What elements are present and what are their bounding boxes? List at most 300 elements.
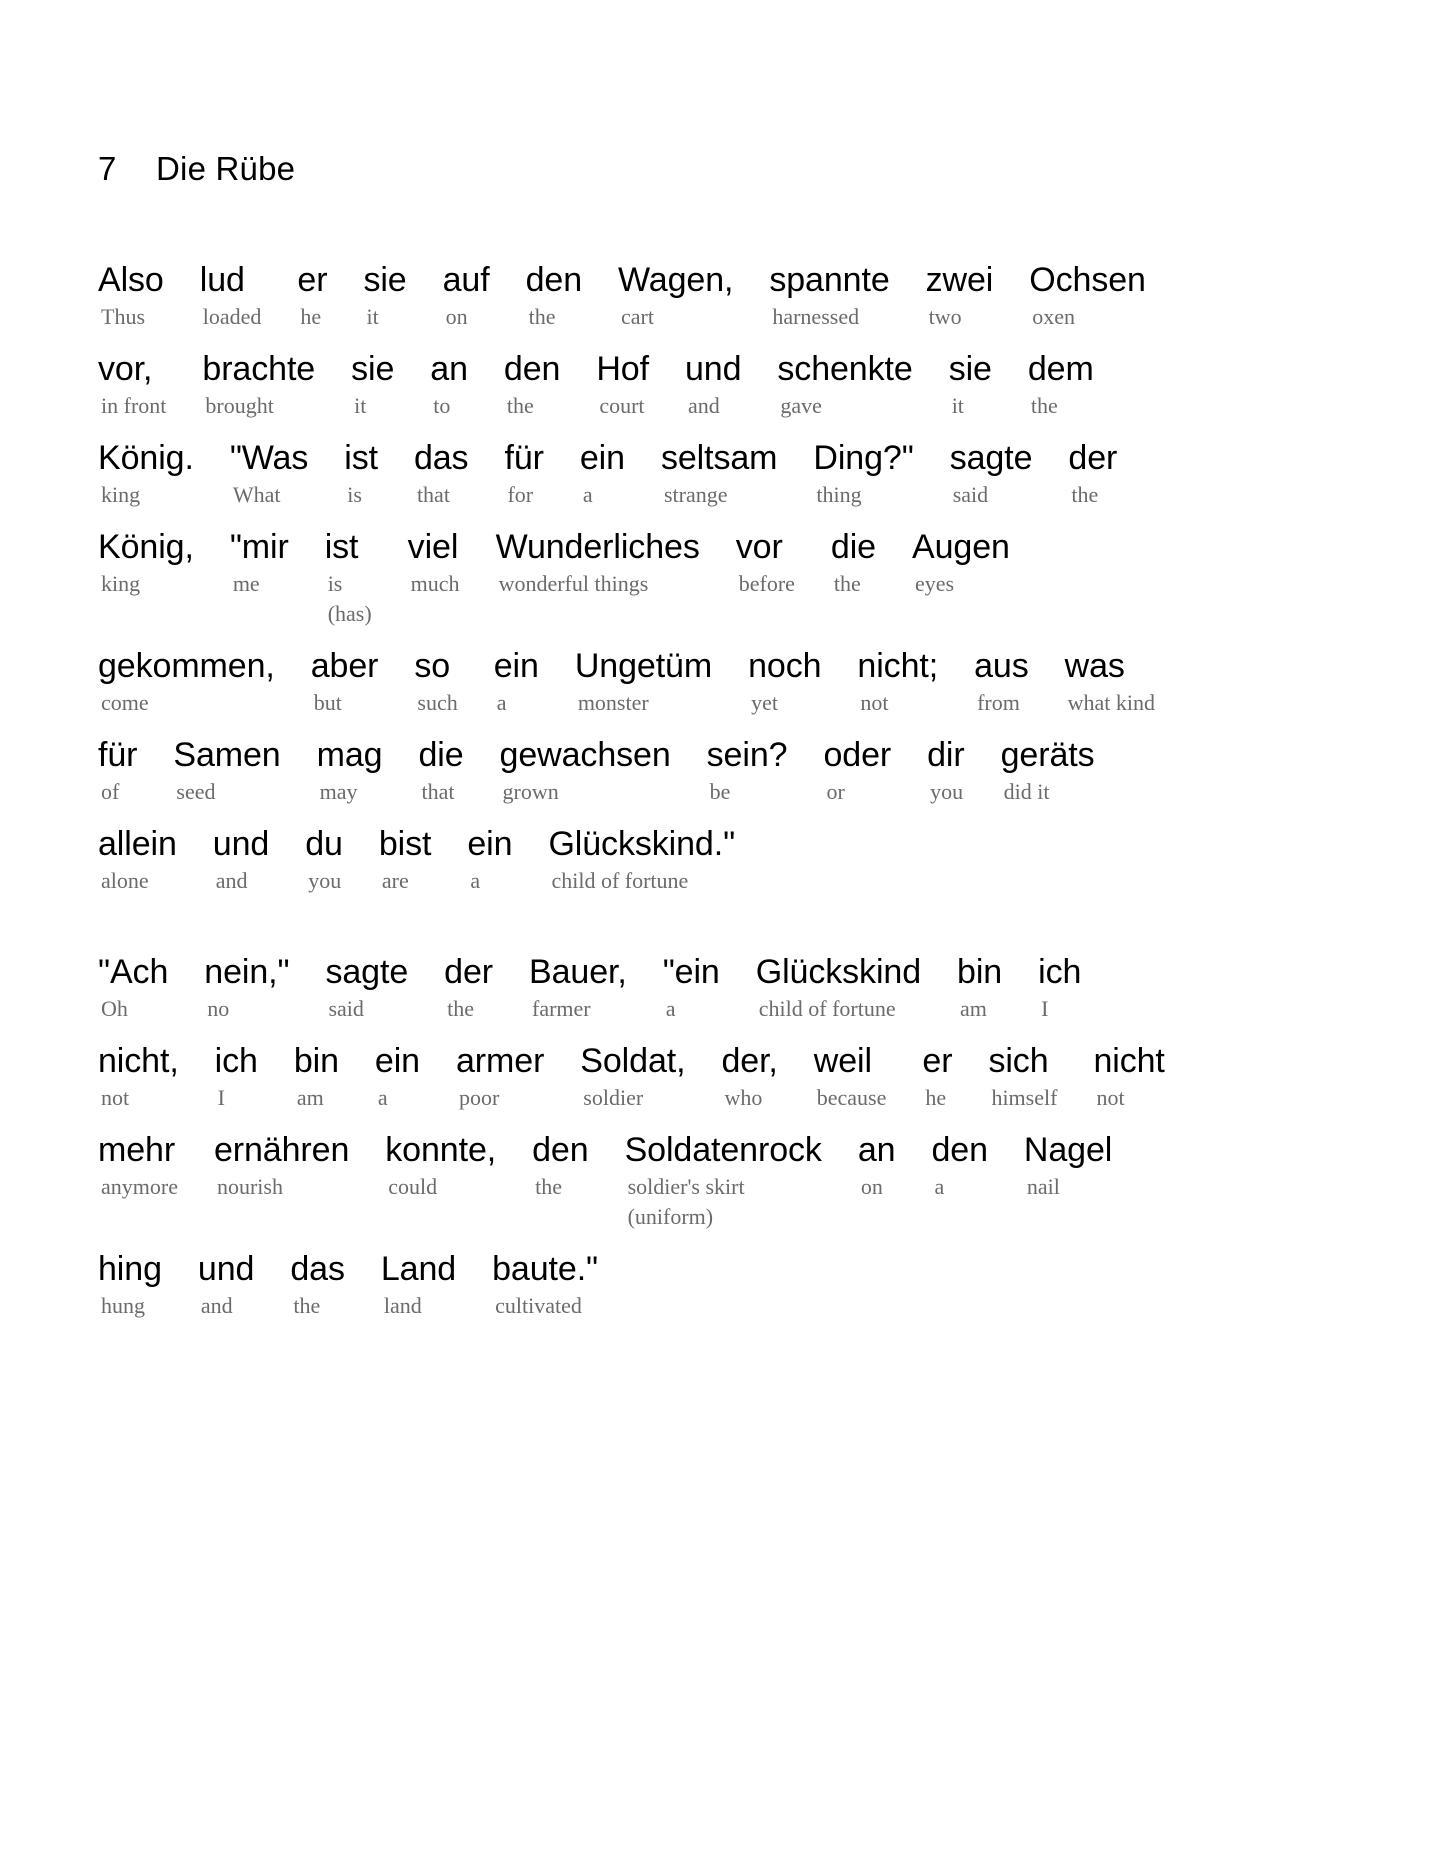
gloss-word: what kind [1067, 690, 1155, 715]
gloss-group [456, 1083, 499, 1113]
word-pair [949, 349, 992, 421]
gloss-word: court [599, 393, 645, 418]
gloss-group [351, 391, 366, 421]
gloss-group [1068, 480, 1098, 510]
gloss-word: I [1041, 996, 1049, 1021]
gloss-word: the [535, 1174, 563, 1199]
gloss-word: anymore [101, 1174, 178, 1199]
word-pair [414, 646, 457, 718]
gloss-group [504, 480, 533, 510]
source-word: Glückskind [755, 953, 922, 991]
source-word: Bauer, [529, 953, 627, 991]
gloss-word: alone [101, 868, 149, 893]
gloss-word: it [366, 304, 379, 329]
source-word: Hof [596, 350, 649, 388]
gloss-group [430, 391, 450, 421]
source-word: vor [735, 528, 783, 566]
gloss-word: is [327, 571, 343, 596]
gloss-group [98, 391, 166, 421]
word-pair [748, 646, 821, 718]
gloss-group [198, 1291, 233, 1321]
word-pair [98, 349, 166, 421]
gloss-word: yet [751, 690, 778, 715]
gloss-word: wonderful things [498, 571, 649, 596]
gloss-word: he [300, 304, 322, 329]
gloss-word: from [977, 690, 1020, 715]
source-word: und [684, 350, 742, 388]
gloss-group [492, 1291, 582, 1321]
gloss-word: before [738, 571, 795, 596]
word-pair [922, 1041, 952, 1113]
source-word: baute." [492, 1250, 599, 1288]
gloss-group [661, 480, 728, 510]
gloss-group [294, 1083, 324, 1113]
source-word: ein [493, 647, 539, 685]
source-word: schenkte [777, 350, 913, 388]
source-word: sie [948, 350, 992, 388]
source-word: bin [957, 953, 1003, 991]
gloss-group [500, 777, 559, 807]
gloss-group [230, 569, 260, 599]
gloss-group [98, 569, 140, 599]
source-word: hing [98, 1250, 162, 1288]
gloss-word: king [101, 482, 141, 507]
source-word: brachte [202, 350, 316, 388]
gloss-group [529, 994, 591, 1024]
gloss-word: not [1096, 1085, 1125, 1110]
gloss-word: cart [621, 304, 654, 329]
interlinear-body [98, 260, 1350, 1321]
gloss-group [494, 688, 507, 718]
gloss-word: he [925, 1085, 947, 1110]
gloss-word: did it [1003, 779, 1050, 804]
gloss-word: What [232, 482, 281, 507]
source-word: "mir [229, 528, 289, 566]
gloss-word: but [313, 690, 342, 715]
gloss-word: am [296, 1085, 324, 1110]
gloss-word: eyes [915, 571, 955, 596]
gloss-word: king [101, 571, 141, 596]
gloss-group [385, 1172, 437, 1202]
word-pair [379, 824, 432, 896]
gloss-word: you [308, 868, 342, 893]
word-pair [500, 735, 671, 807]
word-pair [344, 438, 378, 510]
source-word: armer [456, 1042, 545, 1080]
gloss-group [98, 302, 145, 332]
gloss-word: the [1071, 482, 1099, 507]
interlinear-line [98, 952, 1350, 1024]
gloss-word: it [354, 393, 367, 418]
source-word: und [197, 1250, 255, 1288]
gloss-group [769, 302, 859, 332]
gloss-group [98, 866, 149, 896]
gloss-word: much [410, 571, 460, 596]
source-word: den [525, 261, 583, 299]
source-word: Wunderliches [495, 528, 700, 566]
gloss-group [823, 777, 844, 807]
gloss-group [1001, 777, 1050, 807]
word-pair [200, 260, 262, 332]
source-word: zwei [925, 261, 994, 299]
gloss-group [414, 688, 457, 718]
gloss-group [949, 391, 964, 421]
gloss-word: land [383, 1293, 422, 1318]
gloss-group [173, 777, 215, 807]
source-word: Wagen, [618, 261, 734, 299]
gloss-word: such [417, 690, 458, 715]
source-word: bist [378, 825, 432, 863]
source-word: du [305, 825, 343, 863]
word-pair [926, 260, 994, 332]
source-word: den [503, 350, 561, 388]
gloss-word: harnessed [772, 304, 860, 329]
source-word: Also [98, 261, 164, 299]
word-pair [494, 646, 539, 718]
gloss-word: not [860, 690, 889, 715]
gloss-group [230, 480, 281, 510]
gloss-word: it [951, 393, 964, 418]
word-pair [456, 1041, 544, 1113]
word-pair [98, 1249, 162, 1321]
word-pair [756, 952, 921, 1024]
gloss-group [290, 1291, 320, 1321]
source-word: seltsam [660, 439, 778, 477]
interlinear-line [98, 735, 1350, 807]
gloss-group [98, 1083, 129, 1113]
word-pair [950, 438, 1033, 510]
gloss-group [721, 1083, 762, 1113]
word-pair [618, 260, 733, 332]
source-word: das [413, 439, 469, 477]
source-word: allein [98, 825, 177, 863]
word-pair [1028, 349, 1094, 421]
gloss-word: is [347, 482, 362, 507]
gloss-word: or [826, 779, 845, 804]
source-word: geräts [1000, 736, 1095, 774]
gloss-group [375, 1083, 388, 1113]
word-pair [317, 735, 383, 807]
source-word: ich [214, 1042, 258, 1080]
source-word: nicht [1093, 1042, 1165, 1080]
source-word: Ochsen [1029, 261, 1146, 299]
gloss-word: me [232, 571, 260, 596]
gloss-group [922, 1083, 946, 1113]
word-pair [504, 349, 560, 421]
source-word: nein," [204, 953, 290, 991]
gloss-word: come [101, 690, 149, 715]
gloss-group [663, 994, 676, 1024]
word-pair [444, 952, 493, 1024]
word-pair [385, 1130, 496, 1202]
gloss-group [1029, 302, 1075, 332]
interlinear-line [98, 1130, 1350, 1232]
gloss-group [1065, 688, 1155, 718]
word-pair [596, 349, 649, 421]
gloss-word: a [496, 690, 507, 715]
source-word: bin [293, 1042, 339, 1080]
gloss-group [98, 480, 140, 510]
word-pair [1038, 952, 1081, 1024]
word-pair [857, 646, 938, 718]
chapter-number: 7 [98, 150, 117, 187]
gloss-word: brought [205, 393, 274, 418]
gloss-group [504, 391, 534, 421]
gloss-group [950, 480, 988, 510]
word-pair [777, 349, 912, 421]
word-pair [467, 824, 512, 896]
gloss-word: the [833, 571, 861, 596]
gloss-group [444, 994, 474, 1024]
word-pair [813, 438, 913, 510]
gloss-group [325, 994, 363, 1024]
word-pair [351, 349, 394, 421]
word-pair [1029, 260, 1146, 332]
interlinear-line [98, 646, 1350, 718]
word-pair [685, 349, 741, 421]
word-pair [204, 952, 289, 1024]
gloss-word: child of fortune [758, 996, 896, 1021]
word-pair [381, 1249, 456, 1321]
source-word: Samen [173, 736, 281, 774]
source-word: das [290, 1250, 345, 1288]
word-pair [580, 438, 625, 510]
gloss-word: no [207, 996, 230, 1021]
word-pair [858, 1130, 896, 1202]
gloss-group [1028, 391, 1058, 421]
gloss-group [813, 480, 861, 510]
word-pair [661, 438, 777, 510]
word-pair [707, 735, 788, 807]
gloss-group [381, 1291, 422, 1321]
word-pair [526, 260, 582, 332]
gloss-word: (has) [327, 601, 372, 626]
source-word: Land [380, 1250, 457, 1288]
interlinear-line [98, 527, 1350, 629]
gloss-group [974, 688, 1020, 718]
source-word: dir [927, 736, 965, 774]
source-word: für [98, 736, 138, 774]
source-word: er [297, 261, 328, 299]
interlinear-line [98, 824, 1350, 896]
word-pair [214, 1130, 349, 1202]
source-word: "ein [662, 953, 720, 991]
gloss-group [98, 1291, 145, 1321]
word-pair [230, 438, 308, 510]
word-pair [823, 735, 891, 807]
gloss-group [98, 777, 119, 807]
gloss-word: cultivated [495, 1293, 582, 1318]
word-pair [98, 646, 275, 718]
gloss-group [926, 302, 962, 332]
gloss-word: that [416, 482, 450, 507]
source-word: Ungetüm [574, 647, 713, 685]
source-word: spannte [769, 261, 890, 299]
gloss-word: could [388, 1174, 438, 1199]
gloss-group [215, 1083, 225, 1113]
source-word: dem [1027, 350, 1094, 388]
source-word: die [830, 528, 876, 566]
word-pair [988, 1041, 1057, 1113]
source-word: den [532, 1131, 589, 1169]
gloss-word: are [381, 868, 409, 893]
word-pair [831, 527, 876, 599]
source-word: ein [467, 825, 513, 863]
gloss-group [736, 569, 795, 599]
gloss-word: nourish [216, 1174, 283, 1199]
gloss-word: who [724, 1085, 763, 1110]
page-title [98, 150, 1350, 190]
gloss-group [98, 994, 128, 1024]
word-pair [294, 1041, 339, 1113]
word-pair [408, 527, 460, 599]
gloss-word: loaded [202, 304, 262, 329]
gloss-word: seed [176, 779, 216, 804]
gloss-word: soldier's skirt [627, 1174, 745, 1199]
source-word: den [931, 1131, 988, 1169]
gloss-word: not [101, 1085, 130, 1110]
word-pair [325, 952, 408, 1024]
source-word: nicht, [98, 1042, 179, 1080]
word-pair [98, 527, 194, 599]
interlinear-paragraph [98, 952, 1350, 1321]
source-word: gewachsen [499, 736, 671, 774]
source-word: "Was [229, 439, 309, 477]
gloss-group [858, 1172, 883, 1202]
gloss-group [200, 302, 262, 332]
gloss-group [408, 569, 460, 599]
gloss-group [325, 569, 372, 629]
gloss-group [532, 1172, 562, 1202]
gloss-group [707, 777, 731, 807]
word-pair [575, 646, 712, 718]
gloss-word: may [319, 779, 358, 804]
gloss-word: the [506, 393, 534, 418]
gloss-word: that [421, 779, 455, 804]
gloss-word: a [582, 482, 593, 507]
gloss-group [575, 688, 649, 718]
word-pair [496, 527, 700, 599]
word-pair [548, 824, 735, 896]
word-pair [974, 646, 1029, 718]
source-word: lud [199, 261, 245, 299]
word-pair [98, 824, 177, 896]
source-word: an [857, 1131, 896, 1169]
source-word: Glückskind." [548, 825, 736, 863]
gloss-group [548, 866, 688, 896]
source-word: aber [310, 647, 379, 685]
gloss-group [379, 866, 409, 896]
gloss-word: said [328, 996, 364, 1021]
source-word: König, [98, 528, 194, 566]
word-pair [721, 1041, 777, 1113]
gloss-group [625, 1172, 745, 1232]
source-word: weil [813, 1042, 872, 1080]
gloss-word: and [687, 393, 720, 418]
chapter-title: Die Rübe [156, 150, 296, 187]
source-word: was [1064, 647, 1125, 685]
gloss-word: on [860, 1174, 883, 1199]
gloss-group [777, 391, 822, 421]
word-pair [430, 349, 468, 421]
gloss-word: on [445, 304, 468, 329]
gloss-group [596, 391, 644, 421]
gloss-word: farmer [532, 996, 591, 1021]
gloss-word: said [952, 482, 989, 507]
word-pair [443, 260, 490, 332]
gloss-group [857, 688, 888, 718]
word-pair [927, 735, 965, 807]
word-pair [202, 349, 315, 421]
word-pair [290, 1249, 345, 1321]
source-word: ein [579, 439, 625, 477]
source-word: der [1068, 439, 1118, 477]
gloss-group [1093, 1083, 1124, 1113]
source-word: aus [974, 647, 1029, 685]
word-pair [957, 952, 1002, 1024]
gloss-group [618, 302, 654, 332]
gloss-word: am [960, 996, 987, 1021]
gloss-word: a [934, 1174, 945, 1199]
gloss-group [305, 866, 341, 896]
gloss-group [685, 391, 720, 421]
interlinear-line [98, 260, 1350, 332]
source-word: und [212, 825, 270, 863]
word-pair [736, 527, 795, 599]
gloss-group [748, 688, 778, 718]
word-pair [1093, 1041, 1164, 1113]
gloss-word: the [528, 304, 556, 329]
word-pair [625, 1130, 822, 1232]
gloss-word: of [101, 779, 120, 804]
gloss-group [931, 1172, 944, 1202]
gloss-group [580, 480, 593, 510]
gloss-word: two [928, 304, 962, 329]
word-pair [912, 527, 1010, 599]
gloss-word: Oh [101, 996, 128, 1021]
source-word: ist [324, 528, 359, 566]
gloss-word: soldier [583, 1085, 644, 1110]
word-pair [814, 1041, 887, 1113]
gloss-group [363, 302, 378, 332]
gloss-group [317, 777, 358, 807]
gloss-word: be [709, 779, 731, 804]
source-word: ein [374, 1042, 420, 1080]
word-pair [363, 260, 406, 332]
word-pair [173, 735, 280, 807]
word-pair [931, 1130, 987, 1202]
gloss-word: child of fortune [551, 868, 689, 893]
source-word: konnte, [385, 1131, 497, 1169]
gloss-group [202, 391, 273, 421]
gloss-word: poor [459, 1085, 500, 1110]
word-pair [529, 952, 627, 1024]
source-word: "Ach [98, 953, 169, 991]
source-word: auf [442, 261, 490, 299]
word-pair [98, 952, 168, 1024]
source-word: sie [363, 261, 407, 299]
gloss-group [526, 302, 556, 332]
source-word: er [922, 1042, 953, 1080]
word-pair [504, 438, 543, 510]
source-word: sich [988, 1042, 1049, 1080]
gloss-word: you [930, 779, 964, 804]
word-pair [1065, 646, 1155, 718]
source-word: Soldat, [580, 1042, 686, 1080]
interlinear-line [98, 438, 1350, 510]
source-word: nicht; [857, 647, 939, 685]
word-pair [311, 646, 379, 718]
